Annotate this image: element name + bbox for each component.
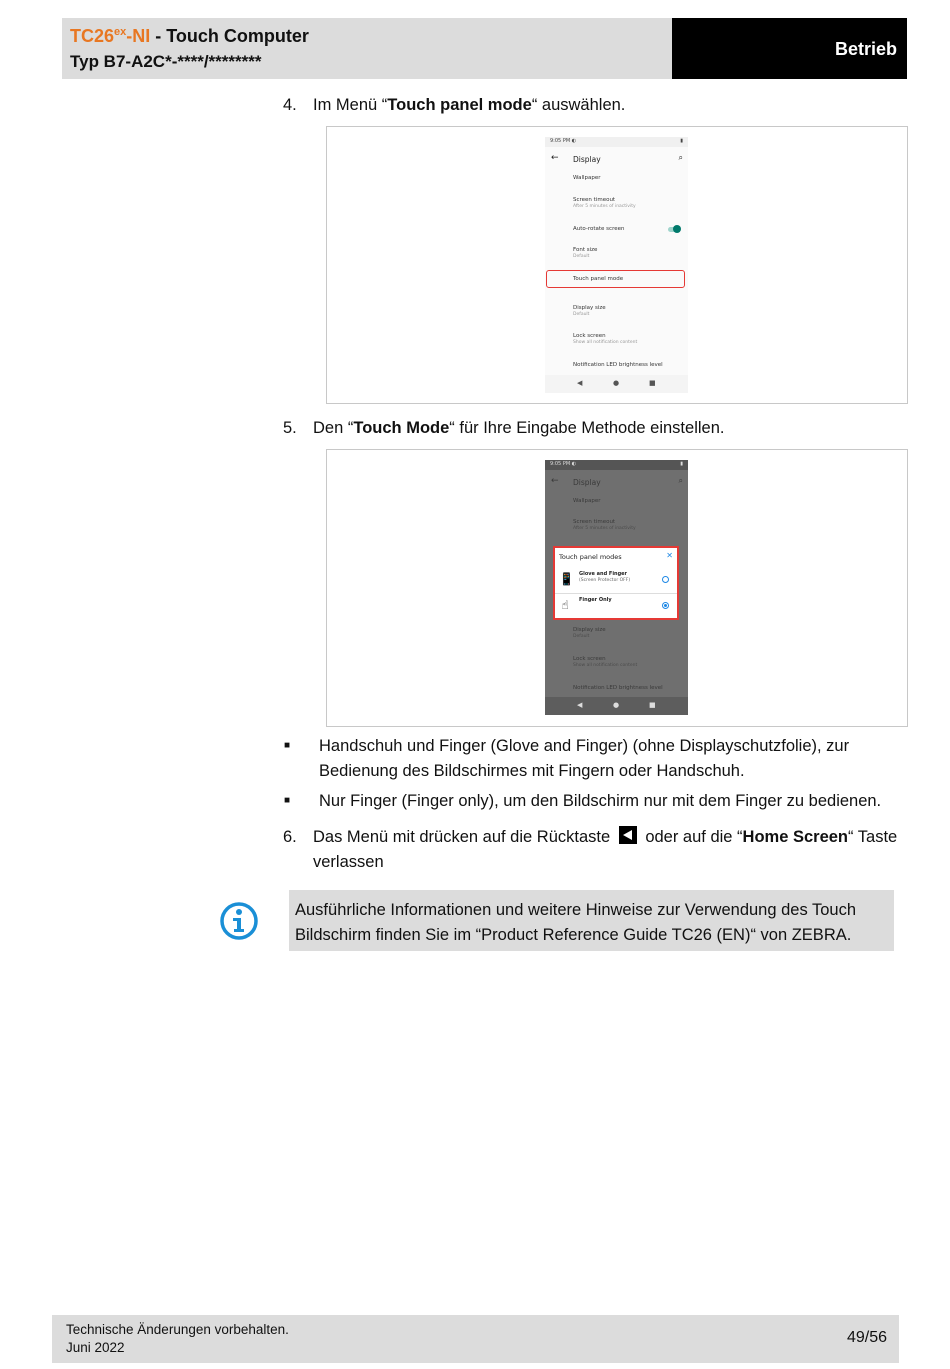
menu-item-display-size[interactable] — [573, 627, 606, 639]
model-superscript: ex — [114, 26, 127, 38]
header-title-block — [62, 18, 672, 79]
model-suffix: -NI — [126, 26, 151, 46]
step-6-number: 6. — [283, 828, 297, 846]
header-product-title — [70, 26, 309, 47]
option-sub: (Screen Protector OFF) — [579, 578, 631, 583]
radio-unselected[interactable] — [662, 576, 669, 583]
status-icon: ◐ — [571, 461, 577, 467]
bullet-square-icon: ■ — [284, 740, 291, 751]
nav-recents-icon[interactable]: ■ — [649, 701, 656, 709]
menu-item-auto-rotate[interactable] — [573, 226, 624, 232]
menu-item-label: Notification LED brightness level — [573, 685, 663, 691]
footer-disclaimer: Technische Änderungen vorbehalten. — [66, 1322, 289, 1337]
dialog-title: Touch panel modes — [559, 553, 622, 561]
menu-item-label: Lock screen — [573, 333, 606, 339]
menu-item-screen-timeout[interactable] — [573, 197, 636, 209]
menu-item-label: Screen timeout — [573, 197, 616, 203]
status-bar — [545, 460, 688, 470]
app-toolbar — [545, 147, 688, 171]
menu-item-label: Touch panel mode — [573, 276, 624, 282]
auto-rotate-toggle[interactable] — [668, 227, 680, 232]
info-icon — [219, 901, 259, 941]
step-text-end: “ auswählen. — [531, 96, 626, 114]
status-time: 9:05 PM — [550, 138, 571, 144]
menu-item-sub: Show all notification content — [573, 663, 638, 668]
menu-item-wallpaper[interactable] — [573, 498, 601, 504]
status-icon: ◐ — [571, 138, 577, 144]
info-note-box — [289, 890, 894, 951]
close-icon[interactable]: ✕ — [666, 551, 673, 560]
radio-selected[interactable] — [662, 602, 669, 609]
model-name: TC26 — [70, 26, 115, 46]
nav-recents-icon[interactable]: ■ — [649, 379, 656, 387]
step-number: 4. — [283, 96, 297, 114]
menu-item-label: Auto-rotate screen — [573, 226, 625, 232]
menu-item-sub: Default — [573, 254, 590, 259]
option-label: Finger Only — [579, 597, 612, 603]
menu-item-led-brightness[interactable] — [573, 362, 663, 368]
menu-item-label: Display size — [573, 627, 606, 633]
menu-item-lock-screen[interactable] — [573, 656, 637, 668]
step-text-end: “ für Ihre Eingabe Methode einstellen. — [449, 419, 725, 437]
menu-item-sub: Default — [573, 634, 590, 639]
menu-item-sub: After 5 minutes of inactivity — [573, 204, 636, 209]
menu-item-lock-screen[interactable] — [573, 333, 637, 345]
menu-item-screen-timeout[interactable] — [573, 519, 636, 531]
nav-home-icon[interactable]: ● — [613, 379, 620, 387]
product-name: - Touch Computer — [150, 26, 309, 46]
search-icon[interactable]: ⌕ — [678, 153, 683, 162]
back-arrow-icon[interactable]: ← — [551, 153, 559, 163]
menu-item-label: Font size — [573, 247, 598, 253]
option-glove-and-finger[interactable] — [555, 568, 677, 592]
bullet-item-finger: Nur Finger (Finger only), um den Bildschirm nur mit dem Finger zu bedienen. — [319, 792, 882, 810]
menu-item-display-size[interactable] — [573, 305, 606, 317]
menu-item-sub: After 5 minutes of inactivity — [573, 526, 636, 531]
page-number: 49/56 — [846, 1329, 887, 1346]
step-6-line1 — [313, 825, 898, 850]
menu-item-led-brightness[interactable] — [573, 685, 663, 691]
menu-item-label: Notification LED brightness level — [573, 362, 663, 368]
header-section-block — [672, 18, 907, 79]
menu-item-label: Display size — [573, 305, 606, 311]
step-text-mid: oder auf die “ — [640, 828, 743, 846]
step-4 — [283, 93, 625, 118]
battery-icon: ▮ — [680, 461, 683, 467]
battery-icon: ▮ — [680, 138, 683, 144]
menu-item-label: Lock screen — [573, 656, 606, 662]
step-5 — [283, 416, 724, 441]
step-number: 5. — [283, 419, 297, 437]
step-text: Den “ — [313, 419, 354, 437]
nav-home-icon[interactable]: ● — [613, 701, 620, 709]
search-icon[interactable]: ⌕ — [678, 476, 683, 485]
back-arrow-icon[interactable]: ← — [551, 476, 559, 486]
phone-hand-icon: 📱 — [559, 572, 574, 586]
figure-touch-panel-modes — [326, 449, 908, 727]
screen-title: Display — [573, 155, 601, 164]
page-header — [62, 18, 907, 79]
phone-screenshot-display — [545, 137, 688, 393]
menu-item-sub: Default — [573, 312, 590, 317]
app-toolbar — [545, 470, 688, 494]
section-title: Betrieb — [834, 39, 897, 59]
step-text: Das Menü mit drücken auf die Rücktaste — [313, 828, 611, 846]
phone-screenshot-dialog — [545, 460, 688, 715]
page-footer — [52, 1315, 899, 1363]
menu-item-label: Wallpaper — [573, 498, 601, 504]
bullet-item-glove: Handschuh und Finger (Glove and Finger) (ohne Displayschutzfolie), zur Bedienung des Bildschirmes mit Fingern oder Handschuh. — [319, 737, 850, 780]
figure-display-menu — [326, 126, 908, 404]
footer-date: Juni 2022 — [66, 1340, 125, 1355]
status-time: 9:05 PM — [550, 461, 571, 467]
finger-touch-icon: ☝ — [561, 598, 569, 612]
option-label: Glove and Finger — [579, 571, 628, 577]
menu-item-touch-panel-mode[interactable] — [573, 276, 623, 282]
step-text-end: “ Taste — [848, 828, 898, 846]
step-6-line2: verlassen — [313, 853, 384, 871]
step-keyword: Touch panel mode — [387, 96, 532, 114]
header-type-line: Typ B7-A2C*-****/******** — [70, 52, 262, 71]
step-text: Im Menü “ — [313, 96, 388, 114]
status-bar — [545, 137, 688, 147]
menu-item-wallpaper[interactable] — [573, 175, 601, 181]
nav-back-icon[interactable]: ◀ — [577, 701, 583, 709]
menu-item-font-size[interactable] — [573, 247, 597, 259]
menu-item-sub: Show all notification content — [573, 340, 638, 345]
nav-bar — [545, 697, 688, 715]
bullet-square-icon: ■ — [284, 795, 291, 806]
menu-item-label: Wallpaper — [573, 175, 601, 181]
menu-item-label: Screen timeout — [573, 519, 616, 525]
option-finger-only[interactable] — [555, 593, 677, 618]
touch-panel-modes-dialog — [553, 546, 679, 620]
info-note-text: Ausführliche Informationen und weitere Hinweise zur Verwendung des Touch Bildschirm finden Sie im “Product Reference Guide TC26 (EN)“ von ZEBRA. — [295, 901, 857, 944]
step-keyword: Home Screen — [742, 828, 849, 846]
back-key-icon — [619, 826, 637, 844]
screen-title: Display — [573, 478, 601, 487]
step-keyword: Touch Mode — [353, 419, 450, 437]
nav-back-icon[interactable]: ◀ — [577, 379, 583, 387]
nav-bar — [545, 375, 688, 393]
